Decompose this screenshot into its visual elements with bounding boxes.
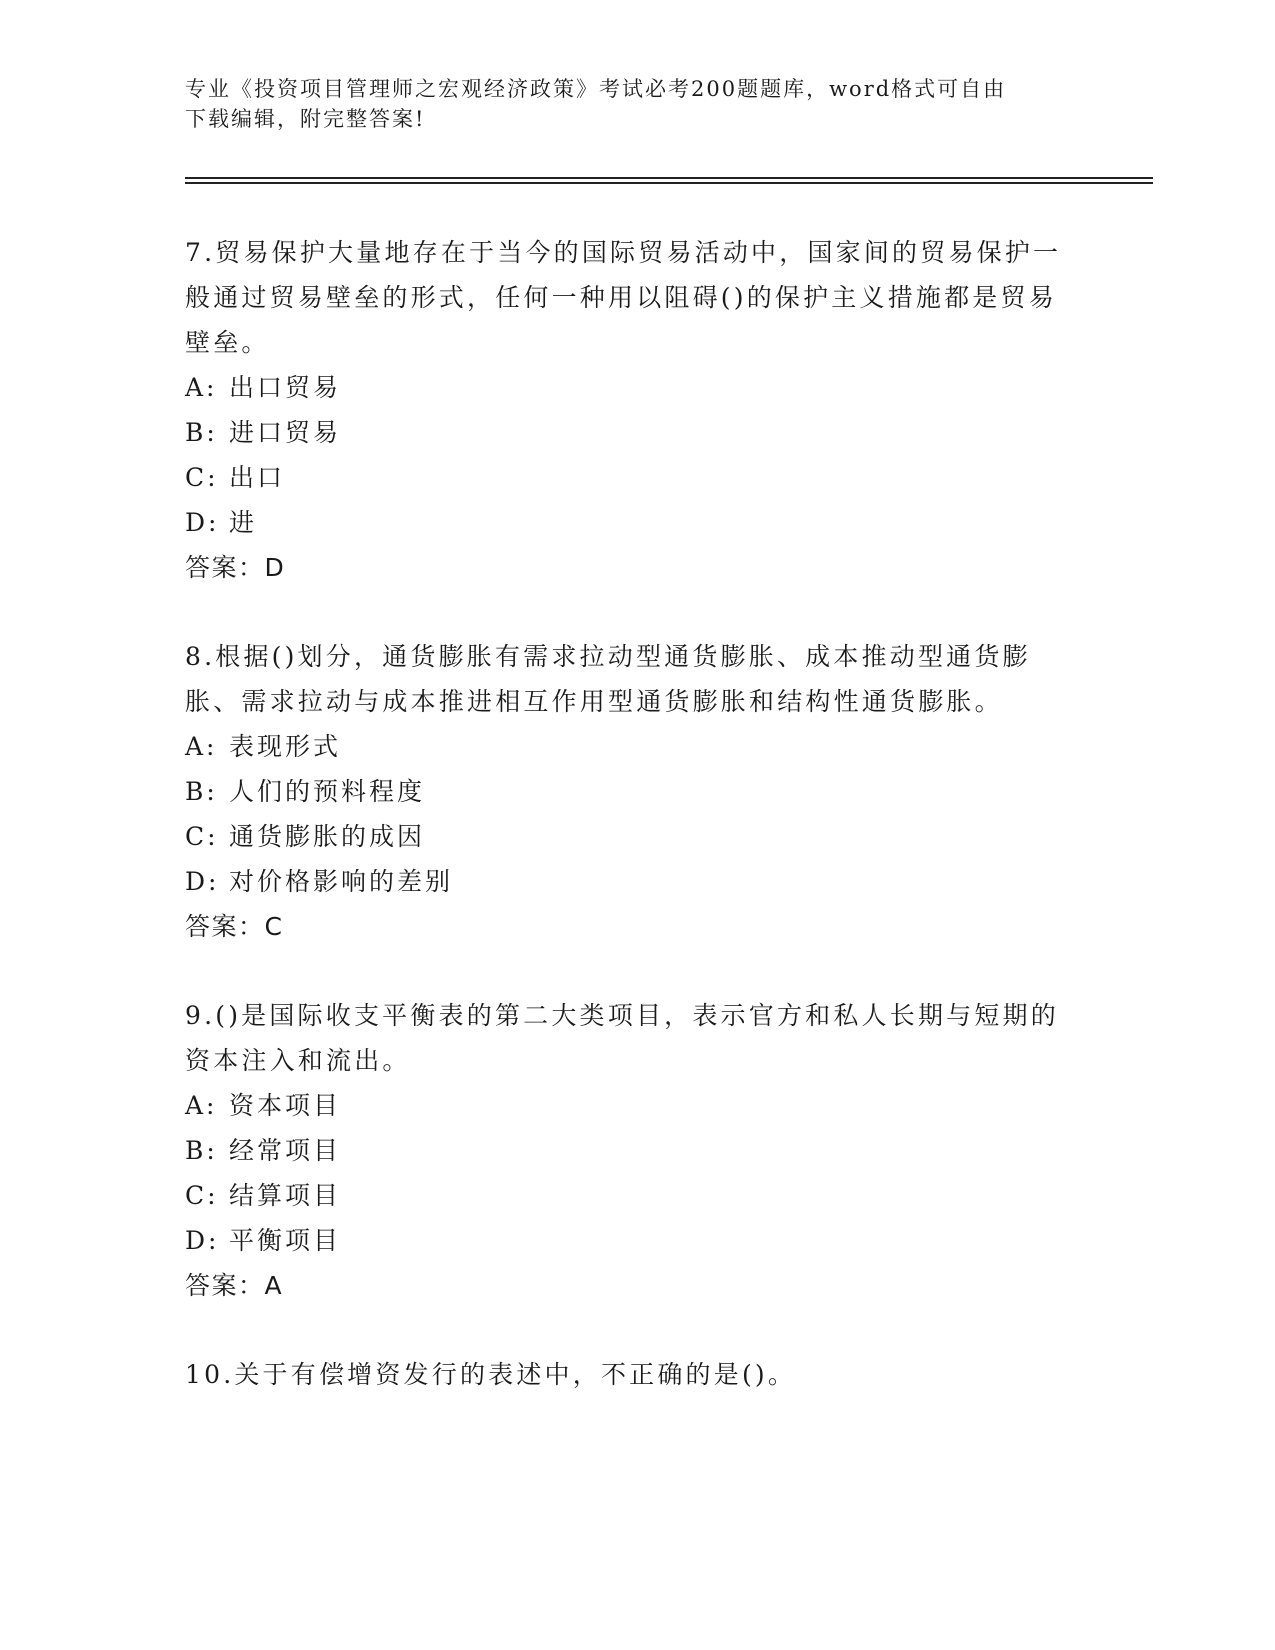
question-text: 8.根据()划分，通货膨胀有需求拉动型通货膨胀、成本推动型通货膨胀、需求拉动与成本推进相互作用型通货膨胀和结构性通货膨胀。 (185, 642, 1031, 716)
header-divider-bottom (185, 182, 1153, 184)
question-text: 10.关于有偿增资发行的表述中，不正确的是()。 (185, 1360, 797, 1389)
option-a (185, 365, 1065, 410)
option-key: C: (185, 1181, 219, 1210)
option-b (185, 410, 1065, 455)
answer-line: 答案：C (185, 912, 284, 941)
option-text: 资本项目 (229, 1091, 342, 1120)
option-key: C: (185, 822, 219, 851)
option-text: 结算项目 (229, 1181, 342, 1210)
option-key: D: (185, 867, 220, 896)
option-text: 出口贸易 (229, 373, 342, 402)
header-title-line-1: 专业《投资项目管理师之宏观经济政策》考试必考200题题库，word格式可自由 (185, 77, 1007, 101)
option-key: B: (185, 418, 218, 447)
option-text: 对价格影响的差别 (229, 867, 454, 896)
option-a (185, 724, 1065, 769)
question-10 (185, 1352, 1065, 1397)
document-header (185, 74, 1065, 134)
option-text: 平衡项目 (229, 1226, 342, 1255)
option-key: A: (185, 1091, 218, 1120)
option-d (185, 500, 1065, 545)
question-9 (185, 993, 1065, 1308)
option-text: 进 (229, 508, 258, 537)
option-a (185, 1083, 1065, 1128)
option-d (185, 859, 1065, 904)
answer-line: 答案：A (185, 1271, 284, 1300)
option-text: 人们的预料程度 (229, 777, 426, 806)
header-divider-top (185, 177, 1153, 179)
header-title-line-2: 下载编辑，附完整答案! (185, 107, 426, 131)
question-list (185, 230, 1065, 1441)
option-c (185, 455, 1065, 500)
option-text: 表现形式 (229, 732, 342, 761)
question-7 (185, 230, 1065, 590)
option-text: 经常项目 (229, 1136, 342, 1165)
option-key: D: (185, 1226, 220, 1255)
option-d (185, 1218, 1065, 1263)
option-text: 通货膨胀的成因 (229, 822, 426, 851)
option-key: A: (185, 732, 218, 761)
option-b (185, 1128, 1065, 1173)
option-key: B: (185, 1136, 218, 1165)
option-text: 出口 (229, 463, 286, 492)
option-key: C: (185, 463, 219, 492)
option-c (185, 814, 1065, 859)
question-8 (185, 634, 1065, 949)
question-text: 7.贸易保护大量地存在于当今的国际贸易活动中，国家间的贸易保护一般通过贸易壁垒的形式，任何一种用以阻碍()的保护主义措施都是贸易壁垒。 (185, 238, 1062, 357)
question-text: 9.()是国际收支平衡表的第二大类项目，表示官方和私人长期与短期的资本注入和流出。 (185, 1001, 1059, 1075)
option-c (185, 1173, 1065, 1218)
option-b (185, 769, 1065, 814)
option-key: B: (185, 777, 218, 806)
option-key: A: (185, 373, 218, 402)
answer-line: 答案：D (185, 553, 286, 582)
option-key: D: (185, 508, 220, 537)
option-text: 进口贸易 (229, 418, 342, 447)
